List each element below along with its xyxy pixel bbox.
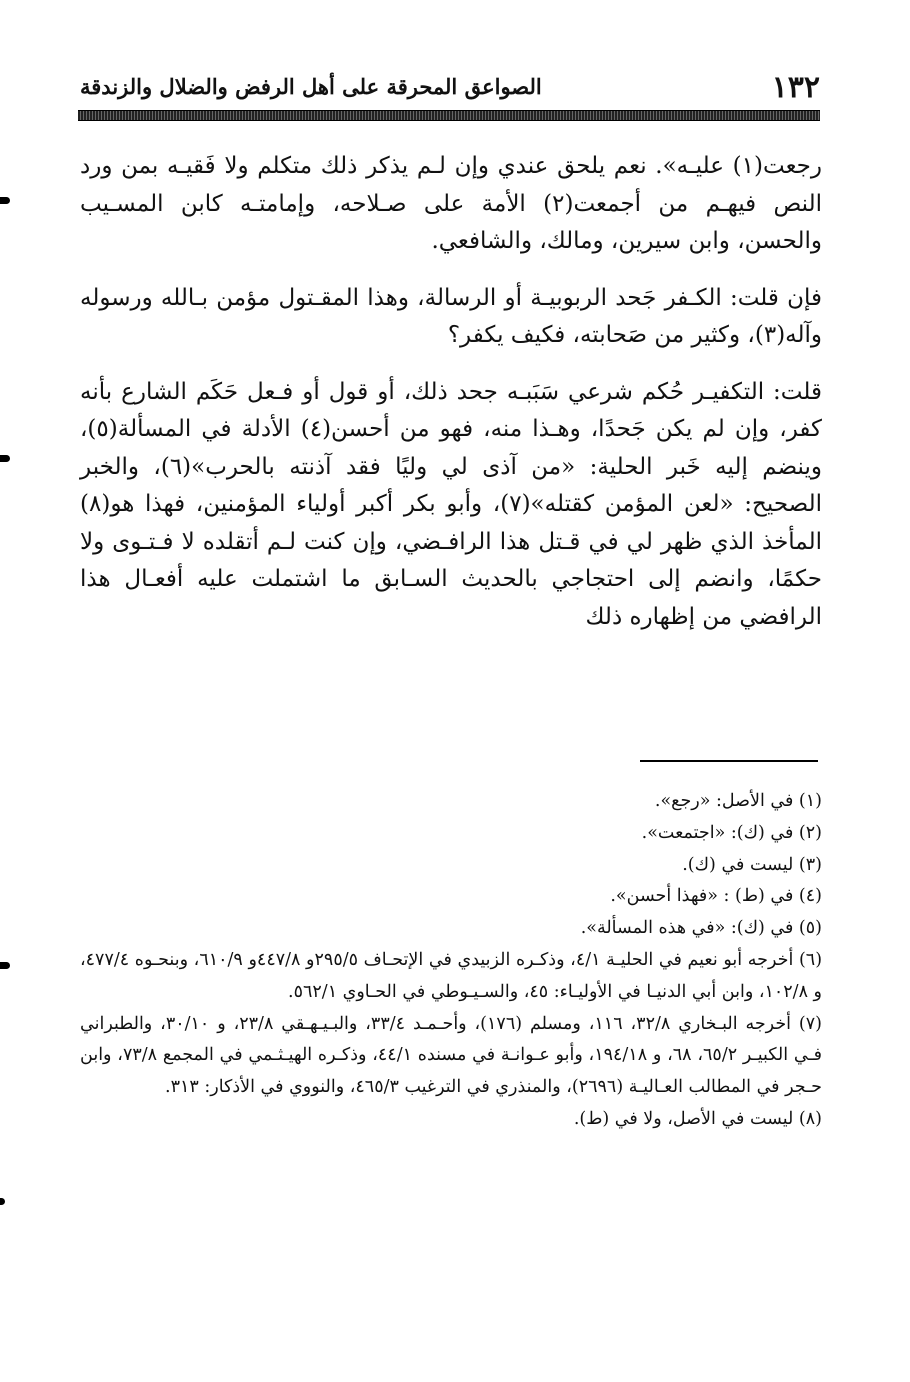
- scan-edge-mark: [0, 197, 10, 204]
- footnote: (٦) أخرجه أبو نعيم في الحليـة ٤/١، وذكـره الزبيدي في الإتحـاف ٢٩٥/٥و ٤٤٧/٨و ٦١٠/٩، وبنحـوه ٤٧٧/٤، و ١٠٢/٨، وابن أبي الدنيـا في الأوليـاء: ٤٥، والسـيـوطي في الحـاوي ٥٦٢/١.: [80, 949, 823, 1002]
- scan-edge-mark: [0, 962, 10, 969]
- running-title: الصواعق المحرقة على أهل الرفض والضلال والزندقة: [80, 74, 542, 99]
- page-number: ١٣٢: [771, 70, 820, 105]
- footnote: (٤) في (ط) : «فهذا أحسن».: [610, 886, 822, 907]
- main-text: [80, 148, 822, 655]
- footnote: (١) في الأصل: «رجع».: [654, 791, 822, 811]
- paragraph: قلت: التكفيـر حُكم شرعي سَبَبـه جحد ذلك، أو قول أو فـعل حَكَم الشارع بأنه كفر، وإن لم يكن جَحدًا، وهـذا منه، فهو من أحسن(٤) الأدلة في المسألة(٥)، وينضم إليه خَبر الحلية: «من آذى لي وليًا فقد آذنته بالحرب»(٦)، والخبر الصحيح: «لعن المؤمن كقتله»(٧)، وأبو بكر أكبر أولياء المؤمنين، فهذا هو(٨) المأخذ الذي ظهر لي في قـتل هذا الرافـضي، وإن كنت لـم أتقلده لا فـتـوى ولا حكمًا، وانضم إلى احتجاجي بالحديث السـابق ما اشتملت عليه أفعـال هذا الرافضي من إظهاره ذلك: [80, 378, 823, 630]
- paragraph: رجعت(١) عليـه». نعم يلحق عندي وإن لـم يذكر ذلك متكلم ولا فَقيـه بمن ورد النص فيهـم من أجمعت(٢) الأمة على صـلاحه، وإمامتـه كابن المسـيب والحسن، وابن سيرين، ومالك، والشافعي.: [80, 153, 823, 254]
- scan-edge-mark: [0, 1198, 5, 1205]
- page-header: [80, 68, 820, 108]
- footnote: (٨) ليست في الأصل، ولا في (ط).: [573, 1108, 822, 1129]
- footnotes: [80, 786, 822, 1136]
- footnote: (٧) أخرجه البـخاري ٣٢/٨، ١١٦، ومسلم (١٧٦)، وأحـمـد ٣٣/٤، والبـيـهـقي ٢٣/٨، و ٣٠/١٠، والطبراني فـي الكبيـر ٦٥/٢، ٦٨، و ١٩٤/١٨، وأبو عـوانـة في مسنده ٤٤/١، وذكـره الهيـثـمي في المجمع ٧٣/٨، وابن حـجر في المطالب العـاليـة (٢٦٩٦)، والمنذري في الترغيب ٤٦٥/٣، والنووي في الأذكار: ٣١٣.: [80, 1013, 822, 1098]
- header-rule: [78, 110, 820, 121]
- footnote: (٣) ليست في (ك).: [682, 854, 822, 875]
- footnote-separator: [640, 760, 818, 762]
- scan-edge-mark: [0, 455, 10, 462]
- footnote: (٢) في (ك): «اجتمعت».: [641, 822, 822, 843]
- footnote: (٥) في (ك): «في هذه المسألة».: [580, 918, 822, 939]
- paragraph: فإن قلت: الكـفر جَحد الربوبيـة أو الرسالة، وهذا المقـتول مؤمن بـالله ورسوله وآله(٣)، وكثير من صَحابته، فكيف يكفر؟: [80, 284, 822, 348]
